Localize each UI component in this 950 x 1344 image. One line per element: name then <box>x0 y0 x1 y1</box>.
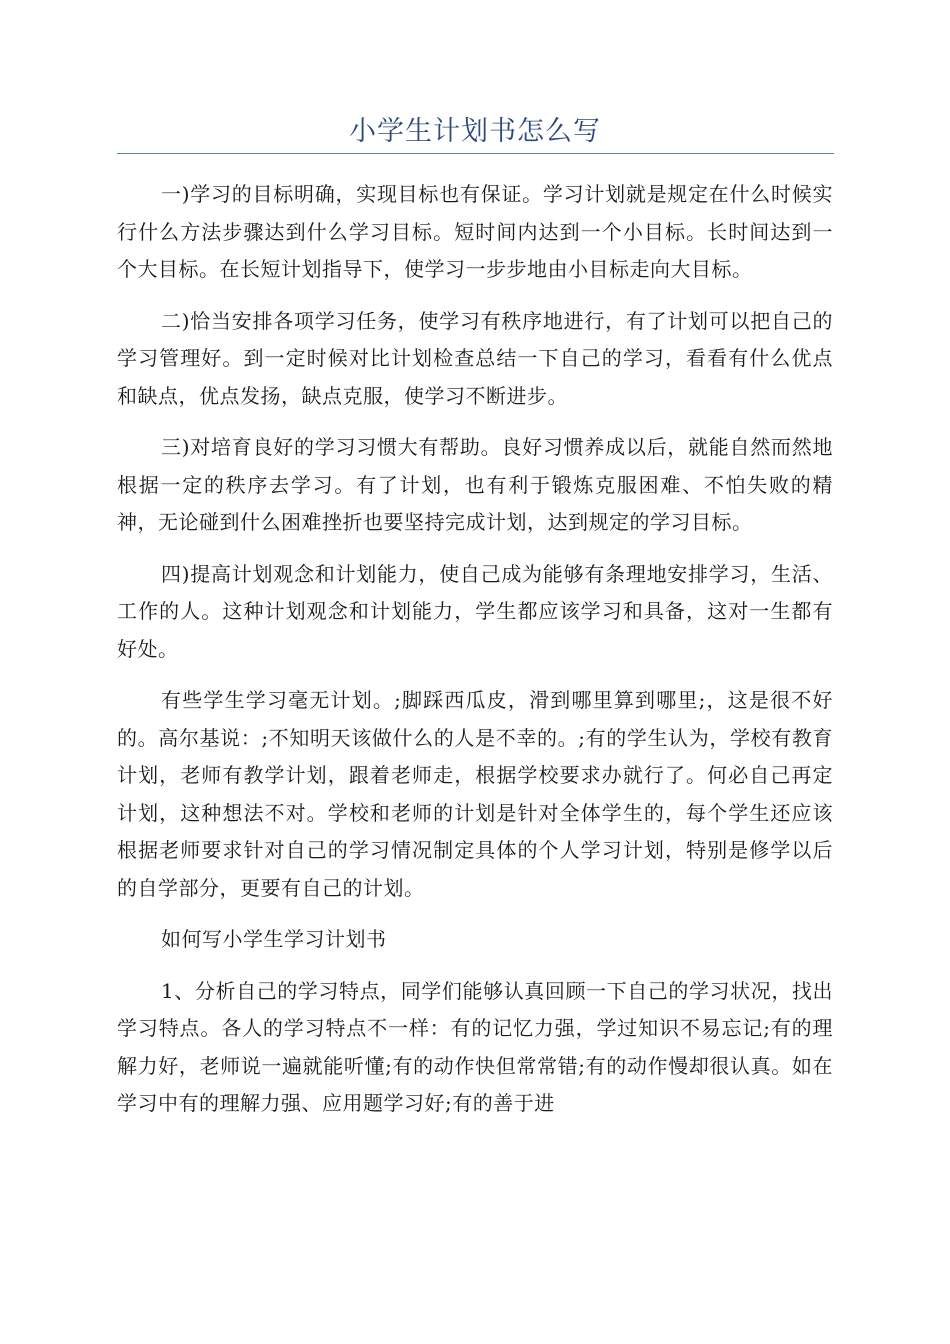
paragraph-4: 四)提高计划观念和计划能力，使自己成为能够有条理地安排学习，生活、工作的人。这种计划观念和计划能力，学生都应该学习和具备，这对一生都有好处。 <box>117 561 833 661</box>
paragraph-1: 一)学习的目标明确，实现目标也有保证。学习计划就是规定在什么时候实行什么方法步骤达到什么学习目标。短时间内达到一个小目标。长时间达到一个大目标。在长短计划指导下，使学习一步步地由小目标走向大目标。 <box>117 182 833 281</box>
document-title: 小学生计划书怎么写 <box>349 116 601 147</box>
paragraph-3: 三)对培育良好的学习习惯大有帮助。良好习惯养成以后，就能自然而然地根据一定的秩序去学习。有了计划，也有利于锻炼克服困难、不怕失败的精神，无论碰到什么困难挫折也要坚持完成计划，达到规定的学习目标。 <box>117 435 833 534</box>
paragraph-5: 有些学生学习毫无计划。;脚踩西瓜皮，滑到哪里算到哪里;，这是很不好的。高尔基说：;不知明天该做什么的人是不幸的。;有的学生认为，学校有教育计划，老师有教学计划，跟着老师走，根据学校要求办就行了。何必自己再定计划，这种想法不对。学校和老师的计划是针对全体学生的，每个学生还应该根据老师要求针对自己的学习情况制定具体的个人学习计划，特别是修学以后的自学部分，更要有自己的计划。 <box>117 688 833 900</box>
paragraph-2: 二)恰当安排各项学习任务，使学习有秩序地进行，有了计划可以把自己的学习管理好。到一定时候对比计划检查总结一下自己的学习，看看有什么优点和缺点，优点发扬，缺点克服，使学习不断进步。 <box>117 308 833 408</box>
section-heading: 如何写小学生学习计划书 <box>161 927 387 951</box>
title-underline <box>117 153 834 154</box>
document-body <box>117 176 833 1137</box>
paragraph-6: 1、分析自己的学习特点，同学们能够认真回顾一下自己的学习状况，找出学习特点。各人的学习特点不一样：有的记忆力强，学过知识不易忘记;有的理解力好，老师说一遍就能听懂;有的动作快但常常错;有的动作慢却很认真。如在学习中有的理解力强、应用题学习好;有的善于进 <box>117 978 833 1115</box>
